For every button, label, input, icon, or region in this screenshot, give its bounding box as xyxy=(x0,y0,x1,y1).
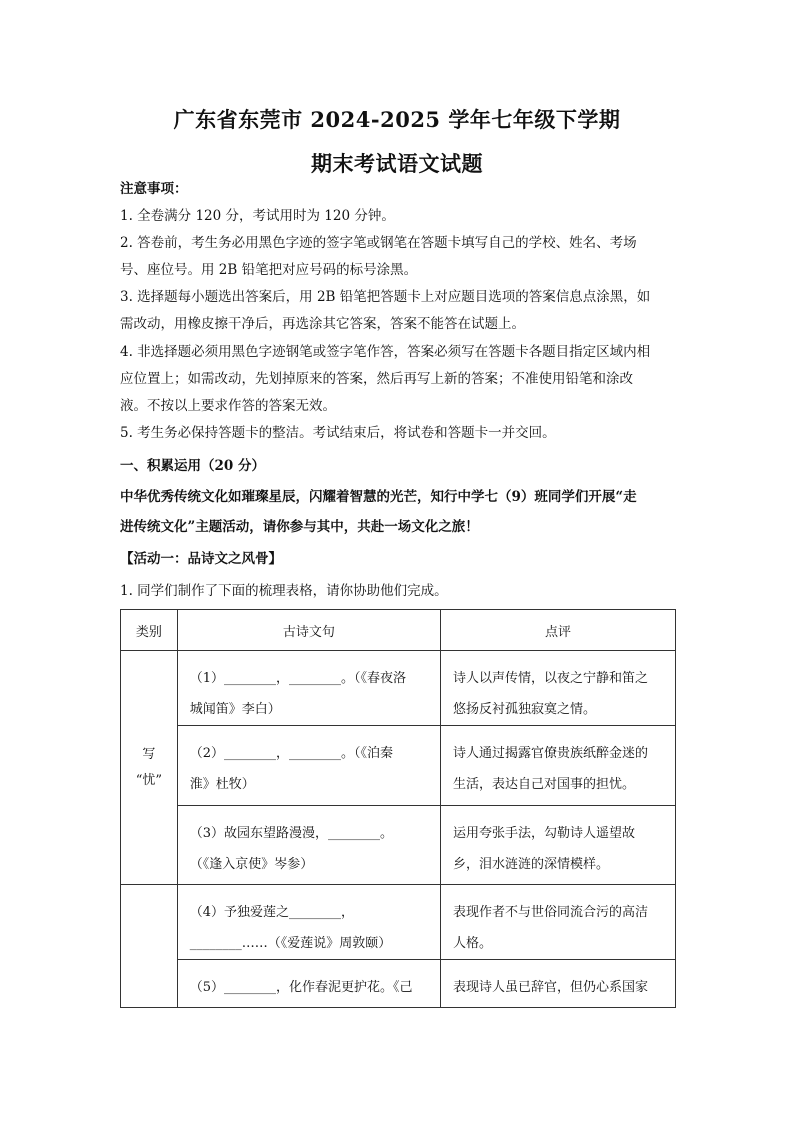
table-row xyxy=(121,806,676,885)
section-intro-line: 进传统文化”主题活动，请你参与其中，共赴一场文化之旅！ xyxy=(120,519,479,535)
notice-line: 液。不按以上要求作答的答案无效。 xyxy=(120,398,336,414)
category-label: “忧” xyxy=(135,772,162,788)
exam-title-line2: 期末考试语文试题 xyxy=(311,151,483,176)
verse-text: （4）予独爱莲之________， xyxy=(189,905,354,920)
comment-text: 乡，泪水涟涟的深情模样。 xyxy=(452,857,609,872)
verse-cell xyxy=(177,726,440,806)
comment-text: 人格。 xyxy=(452,936,492,951)
verse-text: （1）________，________。（《春夜洛 xyxy=(189,671,406,686)
notice-line: 需改动，用橡皮擦干净后，再选涂其它答案，答案不能答在试题上。 xyxy=(120,316,525,332)
table-header-comment: 点评 xyxy=(440,610,675,651)
comment-text: 悠扬反衬孤独寂寞之情。 xyxy=(452,702,596,717)
category-cell-empty xyxy=(121,885,178,1008)
question-1: 1. 同学们制作了下面的梳理表格，请你协助他们完成。 xyxy=(120,583,448,599)
notice-line: 4. 非选择题必须用黑色字迹钢笔或签字笔作答，答案必须写在答题卡各题目指定区域内相 xyxy=(120,344,651,360)
comment-text: 诗人以声传情，以夜之宁静和笛之 xyxy=(452,671,648,686)
verse-text: 城闻笛》李白） xyxy=(189,702,281,717)
comment-text: 表现作者不与世俗同流合污的高洁 xyxy=(452,905,648,920)
comment-text: 诗人通过揭露官僚贵族纸醉金迷的 xyxy=(452,746,648,761)
table-row xyxy=(121,726,676,806)
comment-cell xyxy=(440,806,675,885)
comment-cell xyxy=(440,651,675,726)
notice-line: 3. 选择题每小题选出答案后，用 2B 铅笔把答题卡上对应题目选项的答案信息点涂黑，如 xyxy=(120,289,651,305)
verse-cell xyxy=(177,806,440,885)
exam-title-line1: 广东省东莞市 2024-2025 学年七年级下学期 xyxy=(173,107,621,132)
verse-text: 淮》杜牧） xyxy=(189,777,255,792)
comment-cell xyxy=(440,960,675,1008)
notice-line: 2. 答卷前，考生务必用黑色字迹的签字笔或钢笔在答题卡填写自己的学校、姓名、考场 xyxy=(120,235,637,251)
table-row xyxy=(121,885,676,960)
comment-text: 生活，表达自己对国事的担忧。 xyxy=(452,777,635,792)
verse-text: （《逢入京使》岑参） xyxy=(189,857,314,872)
table-header-verse: 古诗文句 xyxy=(177,610,440,651)
category-label: 写 xyxy=(142,746,156,762)
review-table xyxy=(120,609,676,1008)
category-cell-worry xyxy=(121,651,178,885)
table-header-row xyxy=(121,610,676,651)
notice-line: 号、座位号。用 2B 铅笔把对应号码的标号涂黑。 xyxy=(120,262,418,278)
verse-text: （3）故园东望路漫漫，________。 xyxy=(189,826,393,841)
comment-cell xyxy=(440,726,675,806)
section-intro-line: 中华优秀传统文化如璀璨星辰，闪耀着智慧的光芒，知行中学七（9）班同学们开展“走 xyxy=(120,489,637,505)
verse-cell xyxy=(177,651,440,726)
comment-text: 运用夸张手法，勾勒诗人遥望故 xyxy=(452,826,635,841)
notice-line: 5. 考生务必保持答题卡的整洁。考试结束后，将试卷和答题卡一并交回。 xyxy=(120,425,556,441)
section-heading: 一、积累运用（20 分） xyxy=(120,458,265,474)
comment-cell xyxy=(440,885,675,960)
verse-text: ________……（《爱莲说》周敦颐） xyxy=(189,936,392,951)
table-row xyxy=(121,960,676,1008)
comment-text: 表现诗人虽已辞官，但仍心系国家 xyxy=(452,980,648,995)
activity-heading: 【活动一：品诗文之风骨】 xyxy=(120,551,282,567)
verse-text: （5）________，化作春泥更护花。《己 xyxy=(189,980,413,995)
notice-line: 应位置上；如需改动，先划掉原来的答案，然后再写上新的答案；不准使用铅笔和涂改 xyxy=(120,371,633,387)
notice-heading: 注意事项： xyxy=(120,181,188,197)
verse-cell xyxy=(177,960,440,1008)
table-row xyxy=(121,651,676,726)
notice-line: 1. 全卷满分 120 分，考试用时为 120 分钟。 xyxy=(120,208,395,224)
verse-cell xyxy=(177,885,440,960)
verse-text: （2）________，________。（《泊秦 xyxy=(189,746,393,761)
table-header-category: 类别 xyxy=(121,610,178,651)
